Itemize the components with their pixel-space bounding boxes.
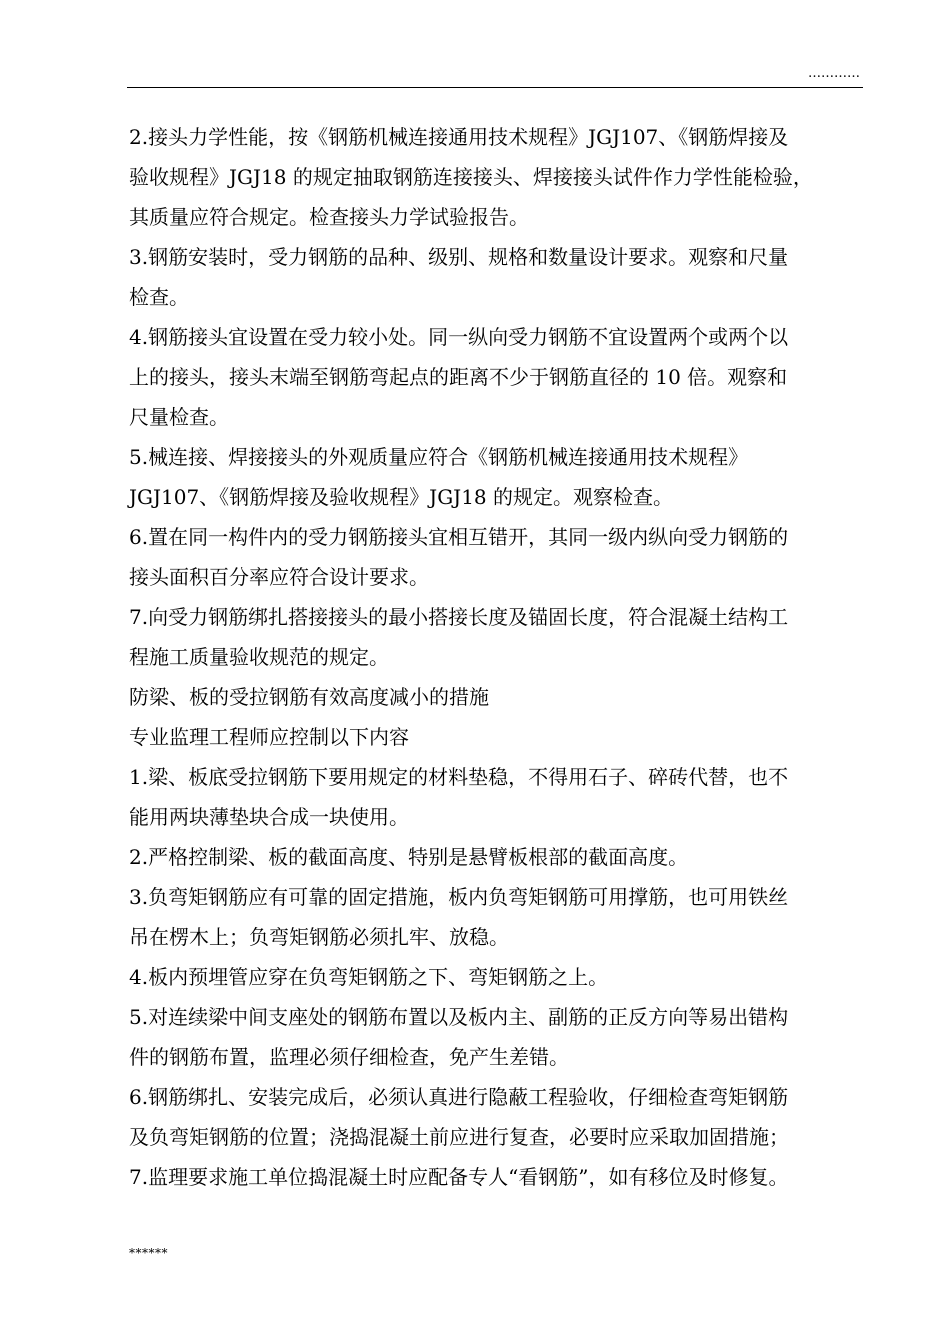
- text-line: 3.负弯矩钢筋应有可靠的固定措施，板内负弯矩钢筋可用撑筋，也可用铁丝: [129, 885, 789, 909]
- text-line: 其质量应符合规定。检查接头力学试验报告。: [129, 205, 529, 229]
- text-line: 6.置在同一构件内的受力钢筋接头宜相互错开，其同一级内纵向受力钢筋的: [129, 525, 789, 549]
- text-line: 7.向受力钢筋绑扎搭接接头的最小搭接长度及锚固长度，符合混凝土结构工: [129, 605, 789, 629]
- text-line: 能用两块薄垫块合成一块使用。: [129, 805, 409, 829]
- text-line: 1.梁、板底受拉钢筋下要用规定的材料垫稳，不得用石子、碎砖代替，也不: [129, 765, 789, 789]
- text-line: 4.板内预埋管应穿在负弯矩钢筋之下、弯矩钢筋之上。: [129, 965, 609, 989]
- section-subheading: 专业监理工程师应控制以下内容: [129, 725, 409, 749]
- text-line: 验收规程》JGJ18 的规定抽取钢筋连接接头、焊接接头试件作力学性能检验，: [129, 165, 813, 189]
- text-line: 2.接头力学性能，按《钢筋机械连接通用技术规程》JGJ107、《钢筋焊接及: [129, 125, 789, 149]
- text-line: 4.钢筋接头宜设置在受力较小处。同一纵向受力钢筋不宜设置两个或两个以: [129, 325, 789, 349]
- footer-stars: ******: [129, 1246, 168, 1260]
- text-line: 吊在楞木上；负弯矩钢筋必须扎牢、放稳。: [129, 925, 509, 949]
- text-line: 上的接头，接头末端至钢筋弯起点的距离不少于钢筋直径的 10 倍。观察和: [129, 365, 788, 389]
- text-line: 接头面积百分率应符合设计要求。: [129, 565, 429, 589]
- section-heading: 防梁、板的受拉钢筋有效高度减小的措施: [129, 685, 489, 709]
- text-line: 及负弯矩钢筋的位置；浇捣混凝土前应进行复查，必要时应采取加固措施；: [129, 1125, 789, 1149]
- header-dots: …………: [808, 66, 860, 81]
- text-line: 程施工质量验收规范的规定。: [129, 645, 389, 669]
- text-line: 2.严格控制梁、板的截面高度、特别是悬臂板根部的截面高度。: [129, 845, 689, 869]
- text-line: JGJ107、《钢筋焊接及验收规程》JGJ18 的规定。观察检查。: [129, 485, 674, 509]
- text-line: 3.钢筋安装时，受力钢筋的品种、级别、规格和数量设计要求。观察和尺量: [129, 245, 789, 269]
- text-line: 尺量检查。: [129, 405, 229, 429]
- text-line: 检查。: [129, 285, 189, 309]
- text-line: 件的钢筋布置，监理必须仔细检查，免产生差错。: [129, 1045, 569, 1069]
- text-line: 7.监理要求施工单位捣混凝土时应配备专人“看钢筋”，如有移位及时修复。: [129, 1165, 789, 1189]
- document-body: [129, 117, 865, 1197]
- header-rule: [127, 87, 863, 88]
- text-line: 6.钢筋绑扎、安装完成后，必须认真进行隐蔽工程验收，仔细检查弯矩钢筋: [129, 1085, 789, 1109]
- text-line: 5.对连续梁中间支座处的钢筋布置以及板内主、副筋的正反方向等易出错构: [129, 1005, 789, 1029]
- text-line: 5.械连接、焊接接头的外观质量应符合《钢筋机械连接通用技术规程》: [129, 445, 749, 469]
